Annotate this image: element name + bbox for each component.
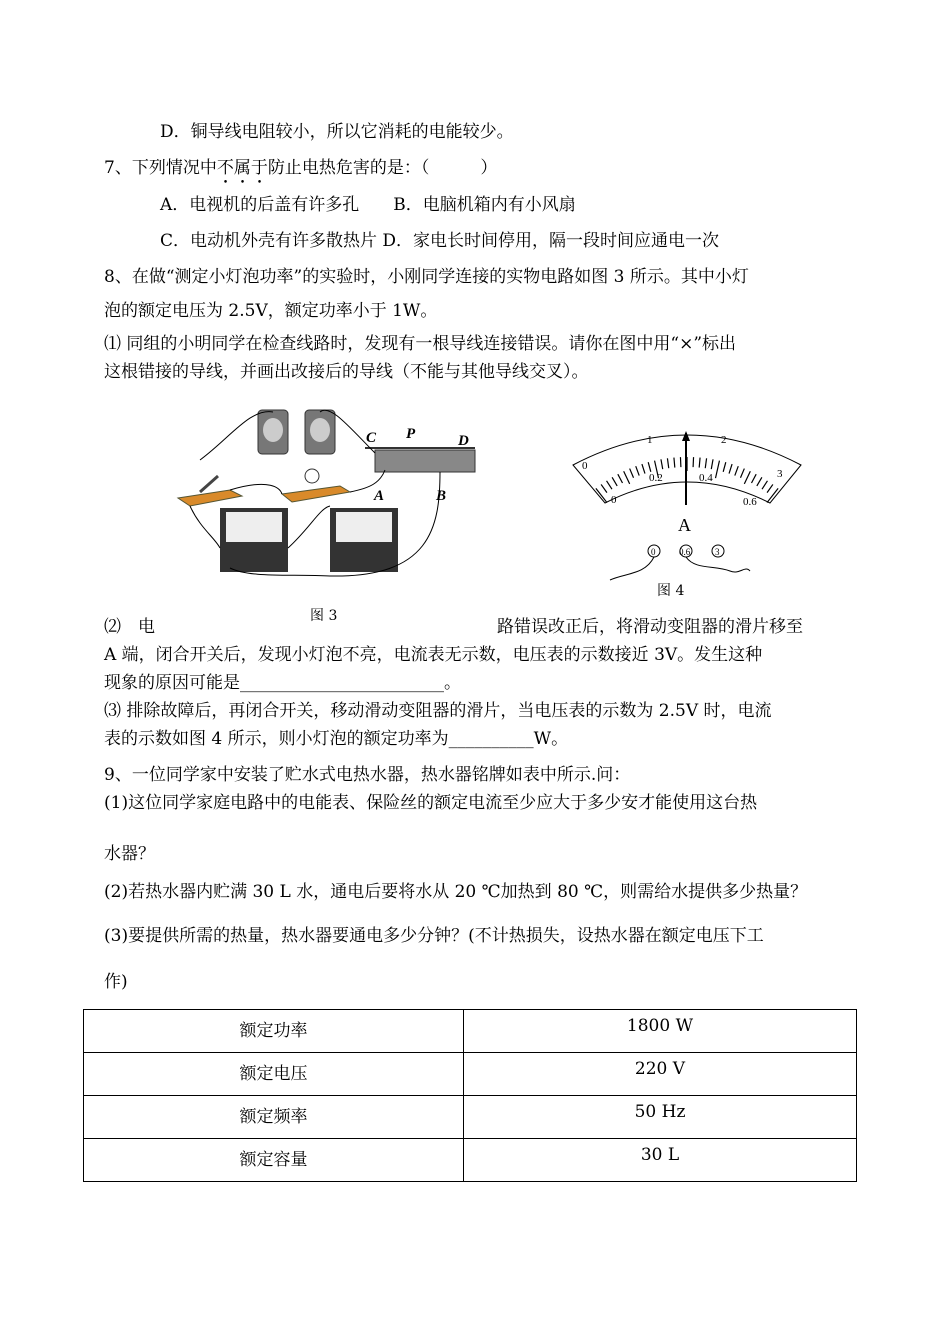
spec-name: 额定容量 (84, 1139, 464, 1182)
q8-part2-cont: A 端，闭合开关后，发现小灯泡不亮，电流表无示数，电压表的示数接近 3V。发生这种 (104, 645, 763, 665)
outer-scale-3: 3 (777, 468, 783, 480)
outer-scale-1: 1 (647, 434, 653, 446)
question-9: 9、一位同学家中安装了贮水式电热水器，热水器铭牌如表中所示.问： (104, 765, 631, 785)
q9-part1: (1)这位同学家庭电路中的电能表、保险丝的额定电流至少应大于多少安才能使用这台热 (104, 793, 758, 813)
q8-part3-cont: 表的示数如图 4 所示，则小灯泡的额定功率为__________W。 (104, 729, 569, 749)
unit-label: A (678, 515, 691, 535)
label-a: A (374, 488, 385, 504)
question-7 (104, 157, 497, 188)
spec-table (83, 1009, 857, 1182)
label-c: C (366, 430, 377, 446)
q8-part3: ⑶ 排除故障后，再闭合开关，移动滑动变阻器的滑片，当电压表的示数为 2.5V 时，电流 (104, 701, 772, 721)
spec-value: 50 Hz (464, 1096, 857, 1139)
q9-part3-cont: 作) (104, 972, 128, 992)
table-row (84, 1139, 857, 1182)
figure-3-caption: 图 3 (310, 608, 338, 624)
q9-part3: (3)要提供所需的热量，热水器要通电多少分钟？(不计热损失，设热水器在额定电压下工 (104, 926, 764, 946)
q8-part2-start: ⑵ 电 (104, 617, 155, 637)
q8-part2-blank: 现象的原因可能是________________________。 (104, 673, 461, 693)
switch-base (178, 490, 242, 506)
inner-scale-04: 0.4 (699, 472, 713, 484)
label-p: P (406, 426, 416, 442)
question-8-cont: 泡的额定电压为 2.5V，额定功率小于 1W。 (104, 301, 438, 321)
spec-name: 额定电压 (84, 1053, 464, 1096)
q7-emphasis: 不属于 (216, 158, 268, 178)
inner-scale-06: 0.6 (743, 496, 757, 508)
outer-scale-2: 2 (721, 434, 727, 446)
figure-4-ammeter (565, 405, 810, 585)
terminal-06: 0.6 (679, 547, 691, 557)
figure-4-caption: 图 4 (657, 583, 685, 599)
option-d-q6: D．铜导线电阻较小，所以它消耗的电能较少。 (160, 122, 514, 142)
label-b: B (436, 488, 447, 504)
outer-scale-0: 0 (582, 460, 588, 472)
terminal-3: 3 (715, 547, 720, 557)
q7-part2: 防止电热危害的是：（ ） (267, 158, 498, 178)
table-row (84, 1096, 857, 1139)
inner-scale-0: 0 (611, 494, 617, 506)
q8-part1: ⑴ 同组的小明同学在检查线路时，发现有一根导线连接错误。请你在图中用“×”标出 (104, 334, 737, 354)
table-row (84, 1010, 857, 1053)
terminal-0: 0 (651, 547, 656, 557)
question-8: 8、在做“测定小灯泡功率”的实验时，小刚同学连接的实物电路如图 3 所示。其中小灯 (104, 267, 749, 287)
figure-3-circuit (170, 398, 490, 598)
q9-part2: (2)若热水器内贮满 30 L 水，通电后要将水从 20 ℃加热到 80 ℃，则需给水提供多少热量？ (104, 882, 808, 902)
q9-part1-cont: 水器？ (104, 844, 155, 864)
q7-part1: 7、下列情况中 (104, 158, 217, 178)
spec-name: 额定频率 (84, 1096, 464, 1139)
q8-part2-end: 路错误改正后，将滑动变阻器的滑片移至 (497, 617, 803, 637)
q7-options-ab: A．电视机的后盖有许多孔 B．电脑机箱内有小风扇 (160, 195, 576, 215)
q7-options-cd: C．电动机外壳有许多散热片 D．家电长时间停用，隔一段时间应通电一次 (160, 231, 720, 251)
spec-value: 1800 W (464, 1010, 857, 1053)
bulb-base (282, 486, 350, 502)
inner-scale-02: 0.2 (649, 472, 663, 484)
q8-part1-cont: 这根错接的导线，并画出改接后的导线（不能与其他导线交叉）。 (104, 362, 589, 382)
spec-value: 220 V (464, 1053, 857, 1096)
rheostat-icon (375, 450, 475, 472)
spec-value: 30 L (464, 1139, 857, 1182)
label-d: D (458, 433, 469, 449)
table-row (84, 1053, 857, 1096)
spec-name: 额定功率 (84, 1010, 464, 1053)
bulb-icon (305, 469, 319, 483)
